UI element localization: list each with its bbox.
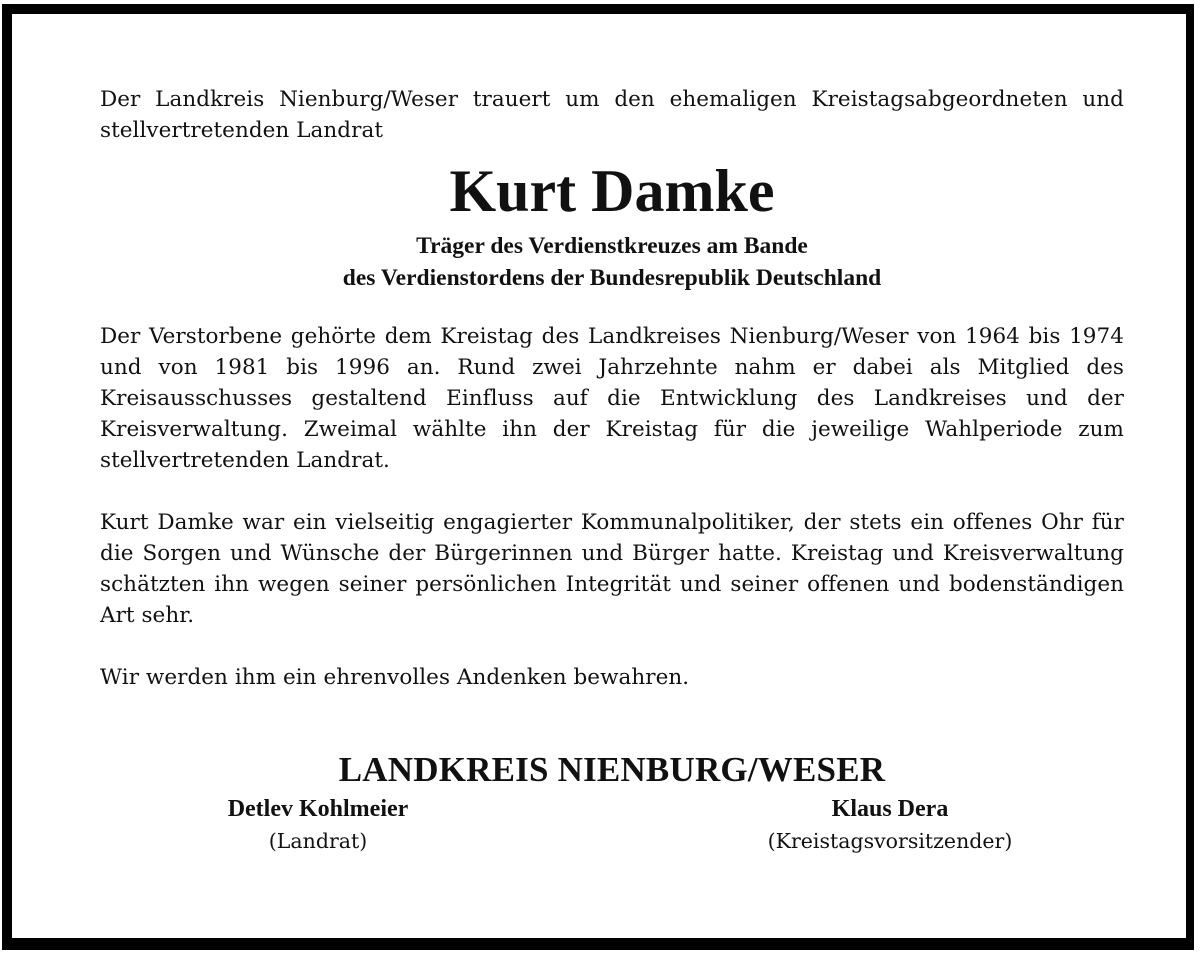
paragraph-tribute: Kurt Damke war ein vielseitig engagierter Kommunalpolitiker, der stets ein offenes Ohr für die Sorgen und Wünsche der Bürgerinnen und Bürger hatte. Kreistag und Kreisverwaltung schätzten ihn wegen seiner persönlichen Integrität und seiner offenen und bodenständigen Art sehr. <box>100 510 1124 628</box>
obituary-content <box>100 84 1124 863</box>
signatory-role: (Landrat) <box>268 829 368 853</box>
signatory-right <box>700 793 1080 857</box>
obituary-frame <box>2 4 1194 950</box>
signatory-left <box>158 793 478 857</box>
signatory-role: (Kreistagsvorsitzender) <box>767 829 1013 853</box>
signatory-name: Klaus Dera <box>831 796 949 822</box>
authority-name: LANDKREIS NIENBURG/WESER <box>338 750 886 789</box>
intro-text: Der Landkreis Nienburg/Weser trauert um den ehemaligen Kreistagsabgeordneten und stellvertretenden Landrat <box>100 87 1124 143</box>
decoration-line-1: Träger des Verdienstkreuzes am Bande <box>416 233 808 259</box>
paragraph-remembrance: Wir werden ihm ein ehrenvolles Andenken bewahren. <box>100 665 690 690</box>
paragraph-career: Der Verstorbene gehörte dem Kreistag des Landkreises Nienburg/Weser von 1964 bis 1974 und von 1981 bis 1996 an. Rund zwei Jahrzehnte nahm er dabei als Mitglied des Kreisausschusses gestaltend Einfluss auf die Entwicklung des Landkreises und der Kreisverwaltung. Zweimal wählte ihn der Kreistag für die jeweilige Wahlperiode zum stellvertretenden Landrat. <box>100 324 1124 473</box>
deceased-name: Kurt Damke <box>449 158 775 224</box>
signatures <box>100 793 1124 863</box>
decoration-title <box>100 230 1124 294</box>
decoration-line-2: des Verdienstordens der Bundesrepublik Deutschland <box>342 265 882 291</box>
signatory-name: Detlev Kohlmeier <box>227 796 409 822</box>
